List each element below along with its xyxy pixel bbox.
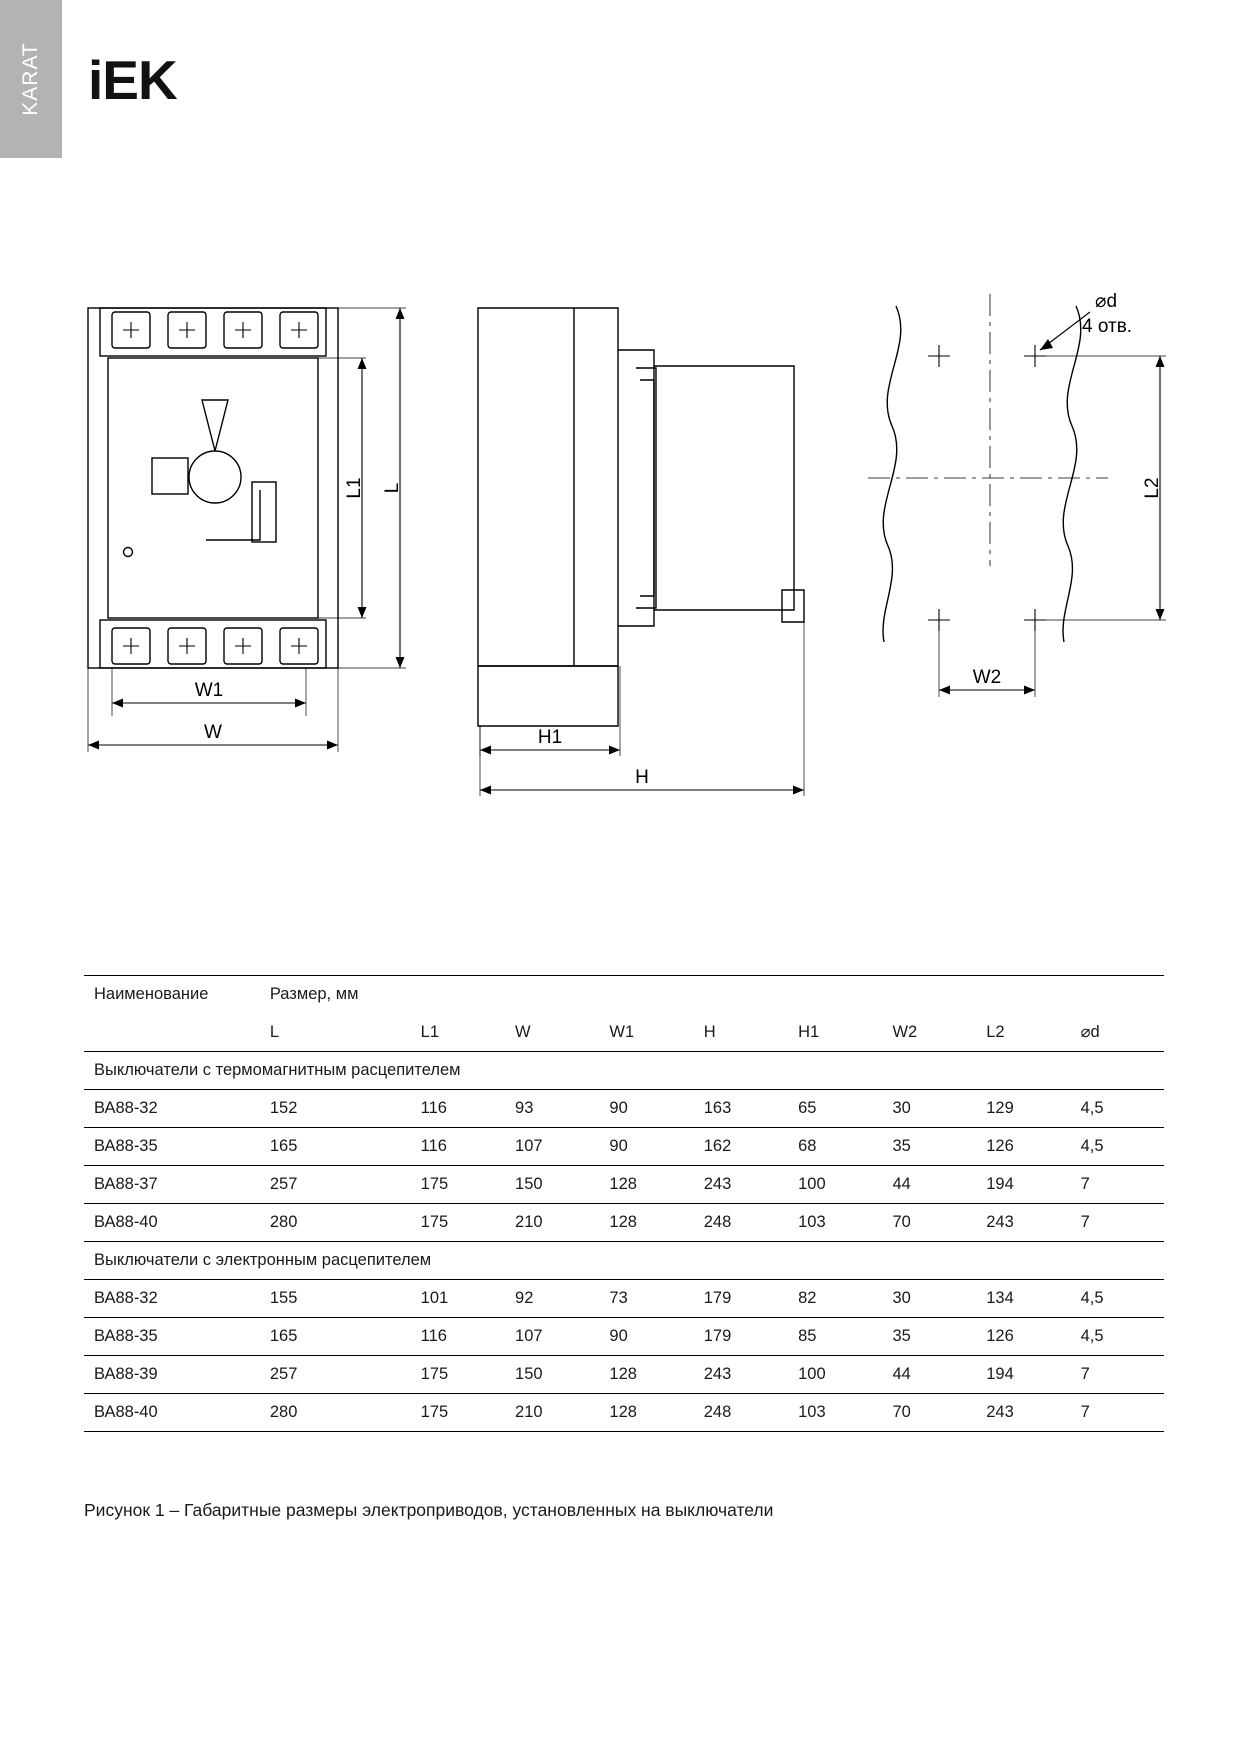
cell-L: 257	[260, 1356, 411, 1394]
cell-W: 92	[505, 1280, 599, 1318]
dim-label-L1: L1	[344, 477, 365, 499]
cell-L2: 129	[976, 1090, 1070, 1128]
cell-H1: 103	[788, 1204, 882, 1242]
cell-d: 4,5	[1071, 1090, 1164, 1128]
column-header-H: H	[694, 1013, 788, 1052]
row-model: ВА88-35	[84, 1128, 260, 1166]
cell-d: 7	[1071, 1204, 1164, 1242]
column-header-W2: W2	[882, 1013, 976, 1052]
cell-H1: 85	[788, 1318, 882, 1356]
cell-W2: 30	[882, 1090, 976, 1128]
cell-H: 243	[694, 1356, 788, 1394]
row-model: ВА88-32	[84, 1090, 260, 1128]
cell-L1: 116	[411, 1090, 505, 1128]
cell-H: 248	[694, 1204, 788, 1242]
dim-label-L: L	[382, 482, 403, 494]
cell-H: 162	[694, 1128, 788, 1166]
row-model: ВА88-37	[84, 1166, 260, 1204]
cell-H: 163	[694, 1090, 788, 1128]
column-header-H1: H1	[788, 1013, 882, 1052]
iek-logo: iEK	[88, 49, 177, 111]
cell-L1: 175	[411, 1204, 505, 1242]
cell-L2: 243	[976, 1204, 1070, 1242]
brand-tab	[0, 0, 62, 158]
dimensions-table-wrapper	[84, 975, 1164, 1432]
cell-W1: 90	[599, 1090, 693, 1128]
dim-label-L2: L2	[1142, 477, 1163, 499]
cell-L2: 194	[976, 1356, 1070, 1394]
header-name: Наименование	[84, 976, 260, 1014]
cell-W1: 128	[599, 1394, 693, 1432]
cell-W1: 90	[599, 1128, 693, 1166]
cell-L: 280	[260, 1204, 411, 1242]
row-model: ВА88-40	[84, 1204, 260, 1242]
cell-L1: 101	[411, 1280, 505, 1318]
header-size: Размер, мм	[260, 976, 1164, 1014]
section-title-thermomagnetic: Выключатели с термомагнитным расцепителем	[84, 1052, 1164, 1090]
cell-W1: 90	[599, 1318, 693, 1356]
cell-W2: 44	[882, 1166, 976, 1204]
row-model: ВА88-40	[84, 1394, 260, 1432]
cell-d: 4,5	[1071, 1128, 1164, 1166]
cell-L: 165	[260, 1128, 411, 1166]
cell-L2: 243	[976, 1394, 1070, 1432]
cell-H: 179	[694, 1280, 788, 1318]
cell-L2: 134	[976, 1280, 1070, 1318]
cell-d: 7	[1071, 1356, 1164, 1394]
cell-W: 107	[505, 1318, 599, 1356]
table-row	[84, 1090, 1164, 1128]
cell-L1: 175	[411, 1166, 505, 1204]
cell-W1: 128	[599, 1356, 693, 1394]
table-row	[84, 1318, 1164, 1356]
cell-d: 7	[1071, 1394, 1164, 1432]
cell-W2: 70	[882, 1394, 976, 1432]
dimensions-table	[84, 975, 1164, 1432]
cell-L2: 126	[976, 1128, 1070, 1166]
cell-L: 280	[260, 1394, 411, 1432]
cell-H1: 65	[788, 1090, 882, 1128]
cell-H: 179	[694, 1318, 788, 1356]
dim-label-diameter: ⌀d	[1095, 291, 1118, 312]
cell-H1: 100	[788, 1356, 882, 1394]
brand-tab-label: KARAT	[19, 42, 42, 116]
column-header-L: L	[260, 1013, 411, 1052]
cell-W2: 35	[882, 1128, 976, 1166]
cell-d: 7	[1071, 1166, 1164, 1204]
cell-L: 155	[260, 1280, 411, 1318]
row-model: ВА88-32	[84, 1280, 260, 1318]
cell-H: 248	[694, 1394, 788, 1432]
cell-W: 150	[505, 1356, 599, 1394]
column-header-W1: W1	[599, 1013, 693, 1052]
cell-W: 107	[505, 1128, 599, 1166]
technical-drawing	[0, 250, 1248, 810]
table-header-row-2	[84, 1013, 1164, 1052]
cell-W2: 44	[882, 1356, 976, 1394]
dim-label-W: W	[204, 722, 222, 743]
cell-L2: 126	[976, 1318, 1070, 1356]
table-row	[84, 1204, 1164, 1242]
table-section-header	[84, 1052, 1164, 1090]
column-header-L2: L2	[976, 1013, 1070, 1052]
cell-W2: 35	[882, 1318, 976, 1356]
cell-W: 210	[505, 1204, 599, 1242]
cell-L: 165	[260, 1318, 411, 1356]
cell-L: 257	[260, 1166, 411, 1204]
section-title-electronic: Выключатели с электронным расцепителем	[84, 1242, 1164, 1280]
cell-W2: 70	[882, 1204, 976, 1242]
cell-W1: 128	[599, 1204, 693, 1242]
cell-H1: 103	[788, 1394, 882, 1432]
cell-L1: 175	[411, 1394, 505, 1432]
table-row	[84, 1394, 1164, 1432]
table-header-row-1	[84, 976, 1164, 1014]
table-row	[84, 1280, 1164, 1318]
table-row	[84, 1128, 1164, 1166]
table-row	[84, 1356, 1164, 1394]
cell-L: 152	[260, 1090, 411, 1128]
cell-d: 4,5	[1071, 1280, 1164, 1318]
dim-label-H1: H1	[537, 727, 563, 748]
row-model: ВА88-39	[84, 1356, 260, 1394]
cell-L1: 175	[411, 1356, 505, 1394]
cell-W: 210	[505, 1394, 599, 1432]
cell-d: 4,5	[1071, 1318, 1164, 1356]
cell-W2: 30	[882, 1280, 976, 1318]
column-header-L1: L1	[411, 1013, 505, 1052]
cell-W1: 128	[599, 1166, 693, 1204]
cell-H1: 68	[788, 1128, 882, 1166]
cell-W1: 73	[599, 1280, 693, 1318]
cell-L2: 194	[976, 1166, 1070, 1204]
column-header-W: W	[505, 1013, 599, 1052]
dim-label-W1: W1	[194, 680, 224, 701]
table-row	[84, 1166, 1164, 1204]
cell-W: 93	[505, 1090, 599, 1128]
row-model: ВА88-35	[84, 1318, 260, 1356]
dim-label-H: H	[635, 767, 649, 788]
cell-H1: 100	[788, 1166, 882, 1204]
dim-label-holes: 4 отв.	[1082, 316, 1133, 337]
table-section-header	[84, 1242, 1164, 1280]
dim-label-W2: W2	[972, 667, 1002, 688]
header-spacer	[84, 1013, 260, 1052]
page-header	[0, 0, 1248, 158]
cell-H1: 82	[788, 1280, 882, 1318]
cell-L1: 116	[411, 1318, 505, 1356]
column-header-diameter: ⌀d	[1071, 1013, 1164, 1052]
cell-W: 150	[505, 1166, 599, 1204]
cell-L1: 116	[411, 1128, 505, 1166]
cell-H: 243	[694, 1166, 788, 1204]
figure-caption: Рисунок 1 – Габаритные размеры электроприводов, установленных на выключатели	[84, 1500, 774, 1520]
